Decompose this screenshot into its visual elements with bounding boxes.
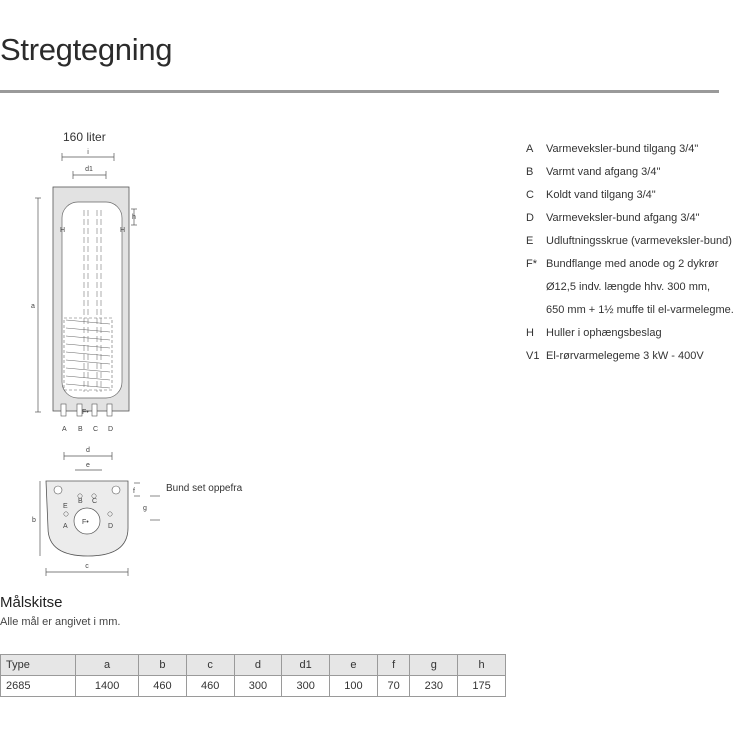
table-cell: 1400 <box>76 676 139 697</box>
dim-e-label: e <box>86 462 90 469</box>
table-header: d <box>234 655 282 676</box>
bottom-a-label: A <box>63 523 68 530</box>
dim-d-label: d <box>86 447 90 454</box>
bottom-view-label: Bund set oppefra <box>166 483 243 494</box>
page-title: Stregtegning <box>0 32 173 67</box>
capacity-label: 160 liter <box>63 130 106 144</box>
flange-label: F• <box>82 409 89 416</box>
dimensions-table <box>0 654 506 697</box>
bottom-d-label: D <box>108 523 114 530</box>
table-cell: 460 <box>139 676 187 697</box>
conn-d-label: D <box>108 426 114 433</box>
legend-code: V1 <box>526 350 540 362</box>
table-header: g <box>410 655 458 676</box>
table-cell: 300 <box>282 676 330 697</box>
table-cell: 300 <box>234 676 282 697</box>
conn-a-label: A <box>62 426 67 433</box>
table-cell: 230 <box>410 676 458 697</box>
table-cell: 70 <box>377 676 410 697</box>
bottom-c-label: C <box>92 498 98 505</box>
bottom-b-label: B <box>78 498 83 505</box>
legend-text: Bundflange med anode og 2 dykrør <box>546 258 719 270</box>
table-header: Type <box>1 655 76 676</box>
legend-text: Udluftningsskrue (varmeveksler-bund) <box>546 235 732 247</box>
title-divider <box>0 90 719 93</box>
legend-item <box>526 138 735 161</box>
legend-text: Huller i ophængsbeslag <box>546 327 662 339</box>
legend-text: Varmeveksler-bund afgang 3/4" <box>546 212 700 224</box>
legend-item <box>526 207 735 230</box>
table-header: e <box>330 655 378 676</box>
table-header: c <box>186 655 234 676</box>
legend-code: A <box>526 143 534 155</box>
dim-b-label: b <box>32 517 36 524</box>
legend-text: Ø12,5 indv. længde hhv. 300 mm, <box>546 281 711 293</box>
dim-i-label: i <box>87 149 89 156</box>
legend-item <box>526 299 735 322</box>
table-header-row <box>1 655 506 676</box>
section-note: Alle mål er angivet i mm. <box>0 616 121 628</box>
section-title: Målskitse <box>0 594 63 611</box>
legend-item <box>526 161 735 184</box>
legend-item <box>526 276 735 299</box>
legend-code: E <box>526 235 534 247</box>
legend-code <box>526 299 546 322</box>
hanger-hole-left-label: H <box>60 227 66 234</box>
table-header: b <box>139 655 187 676</box>
legend-code <box>526 276 546 299</box>
dim-g-label: g <box>143 505 147 512</box>
dim-a-label: a <box>31 303 35 310</box>
legend-code: H <box>526 327 534 339</box>
bottom-e-label: E <box>63 503 68 510</box>
legend-item <box>526 184 735 207</box>
legend-item <box>526 345 735 368</box>
conn-c-label: C <box>93 426 99 433</box>
dim-h-label: h <box>132 214 136 221</box>
dim-d1-label: d1 <box>85 166 93 173</box>
connection-legend <box>526 138 735 368</box>
table-cell: 2685 <box>1 676 76 697</box>
legend-item <box>526 322 735 345</box>
legend-text: Varmt vand afgang 3/4" <box>546 166 661 178</box>
table-header: h <box>458 655 506 676</box>
legend-code: D <box>526 212 534 224</box>
legend-text: Varmeveksler-bund tilgang 3/4" <box>546 143 699 155</box>
legend-code: B <box>526 166 534 178</box>
table-row <box>1 676 506 697</box>
table-cell: 100 <box>330 676 378 697</box>
legend-item <box>526 253 735 276</box>
table-header: f <box>377 655 410 676</box>
legend-item <box>526 230 735 253</box>
conn-b-label: B <box>78 426 83 433</box>
legend-text: 650 mm + 1½ muffe til el-varmelegme. <box>546 304 734 316</box>
legend-text: Koldt vand tilgang 3/4" <box>546 189 656 201</box>
table-cell: 175 <box>458 676 506 697</box>
hanger-hole-right-label: H <box>120 227 126 234</box>
table-cell: 460 <box>186 676 234 697</box>
legend-code: C <box>526 189 534 201</box>
bottom-flange-label: F• <box>82 519 89 526</box>
dim-f-label: f <box>133 488 135 495</box>
dim-c-label: c <box>85 563 89 570</box>
table-header: d1 <box>282 655 330 676</box>
table-header: a <box>76 655 139 676</box>
legend-code: F* <box>526 258 537 270</box>
technical-drawing <box>0 120 300 590</box>
legend-text: El-rørvarmelegeme 3 kW - 400V <box>546 350 704 362</box>
